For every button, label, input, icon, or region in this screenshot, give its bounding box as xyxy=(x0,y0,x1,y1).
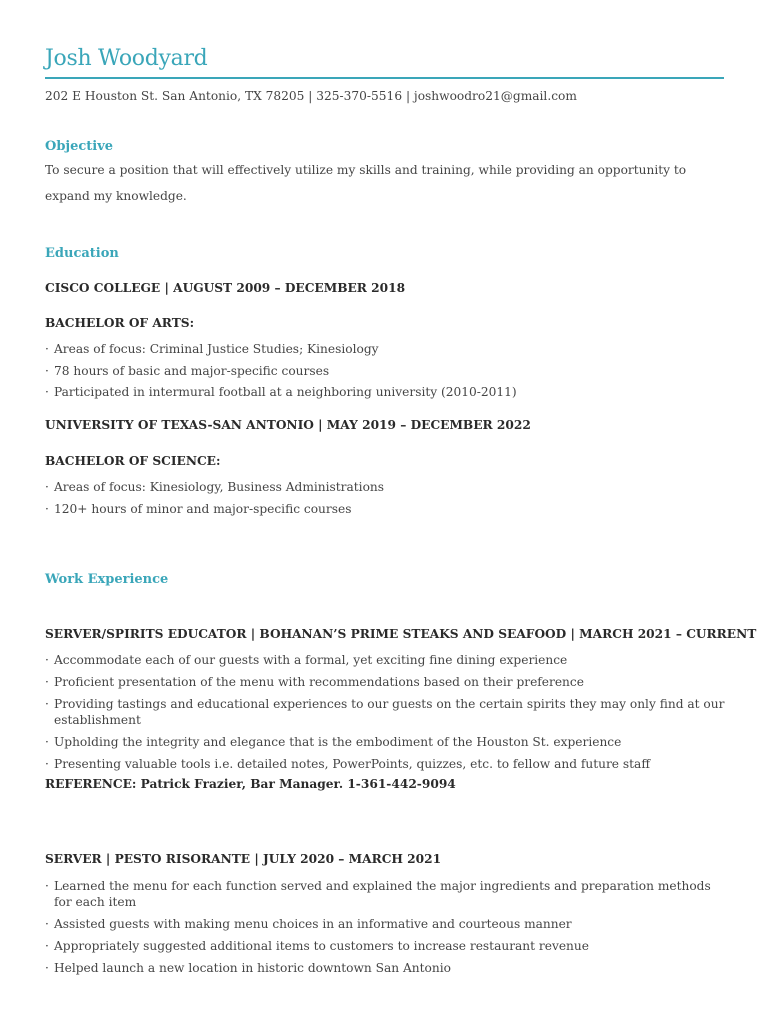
list-item: · 120+ hours of minor and major-specific courses xyxy=(45,502,352,516)
bullet-icon: · xyxy=(45,917,49,931)
bullet-icon: · xyxy=(45,697,49,711)
education-title: Education xyxy=(45,246,119,261)
list-item: · Providing tastings and educational experiences to our guests on the certain spirits they may only find at our establishment xyxy=(45,697,725,727)
bullet-icon: · xyxy=(45,757,49,771)
bullet-icon: · xyxy=(45,364,49,378)
bullet-icon: · xyxy=(45,879,49,893)
list-item: · Accommodate each of our guests with a formal, yet exciting fine dining experience xyxy=(45,653,568,667)
work-job-2: SERVER | PESTO RISORANTE | JULY 2020 – MARCH 2021 xyxy=(45,852,442,866)
list-item: · Upholding the integrity and elegance that is the embodiment of the Houston St. experience xyxy=(45,735,622,749)
bullet-icon: · xyxy=(45,480,49,494)
list-item: · Learned the menu for each function served and explained the major ingredients and preparation methods for each item xyxy=(45,879,711,909)
reference-1: REFERENCE: Patrick Frazier, Bar Manager. 1-361-442-9094 xyxy=(45,777,456,791)
work-job-1: SERVER/SPIRITS EDUCATOR | BOHANAN’S PRIME STEAKS AND SEAFOOD | MARCH 2021 – CURRENT xyxy=(45,627,757,641)
education-degree-2: BACHELOR OF SCIENCE: xyxy=(45,454,221,468)
education-school-2: UNIVERSITY OF TEXAS-SAN ANTONIO | MAY 2019 – DECEMBER 2022 xyxy=(45,418,531,432)
list-item: · Areas of focus: Kinesiology, Business Administrations xyxy=(45,480,385,494)
list-item: · Participated in intermural football at a neighboring university (2010-2011) xyxy=(45,385,517,399)
contact-info: 202 E Houston St. San Antonio, TX 78205 | 325-370-5516 | joshwoodro21@gmail.com xyxy=(45,89,577,103)
bullet-icon: · xyxy=(45,502,49,516)
bullet-icon: · xyxy=(45,675,49,689)
objective-title: Objective xyxy=(45,139,114,154)
education-degree-1: BACHELOR OF ARTS: xyxy=(45,316,195,330)
bullet-icon: · xyxy=(45,342,49,356)
education-school-1: CISCO COLLEGE | AUGUST 2009 – DECEMBER 2018 xyxy=(45,281,406,295)
bullet-icon: · xyxy=(45,735,49,749)
list-item: · Areas of focus: Criminal Justice Studies; Kinesiology xyxy=(45,342,379,356)
list-item: · Appropriately suggested additional items to customers to increase restaurant revenue xyxy=(45,939,589,953)
work-title: Work Experience xyxy=(45,572,169,587)
bullet-icon: · xyxy=(45,961,49,975)
bullet-icon: · xyxy=(45,939,49,953)
bullet-icon: · xyxy=(45,653,49,667)
list-item: · Helped launch a new location in historic downtown San Antonio xyxy=(45,961,451,975)
bullet-icon: · xyxy=(45,385,49,399)
objective-text: To secure a position that will effectively utilize my skills and training, while providing an opportunity to expand my knowledge. xyxy=(45,163,687,203)
list-item: · 78 hours of basic and major-specific courses xyxy=(45,364,330,378)
candidate-name: Josh Woodyard xyxy=(45,46,208,71)
list-item: · Proficient presentation of the menu with recommendations based on their preference xyxy=(45,675,584,689)
list-item: · Presenting valuable tools i.e. detailed notes, PowerPoints, quizzes, etc. to fellow and future staff xyxy=(45,757,650,771)
list-item: · Assisted guests with making menu choices in an informative and courteous manner xyxy=(45,917,572,931)
header-divider xyxy=(45,77,724,79)
